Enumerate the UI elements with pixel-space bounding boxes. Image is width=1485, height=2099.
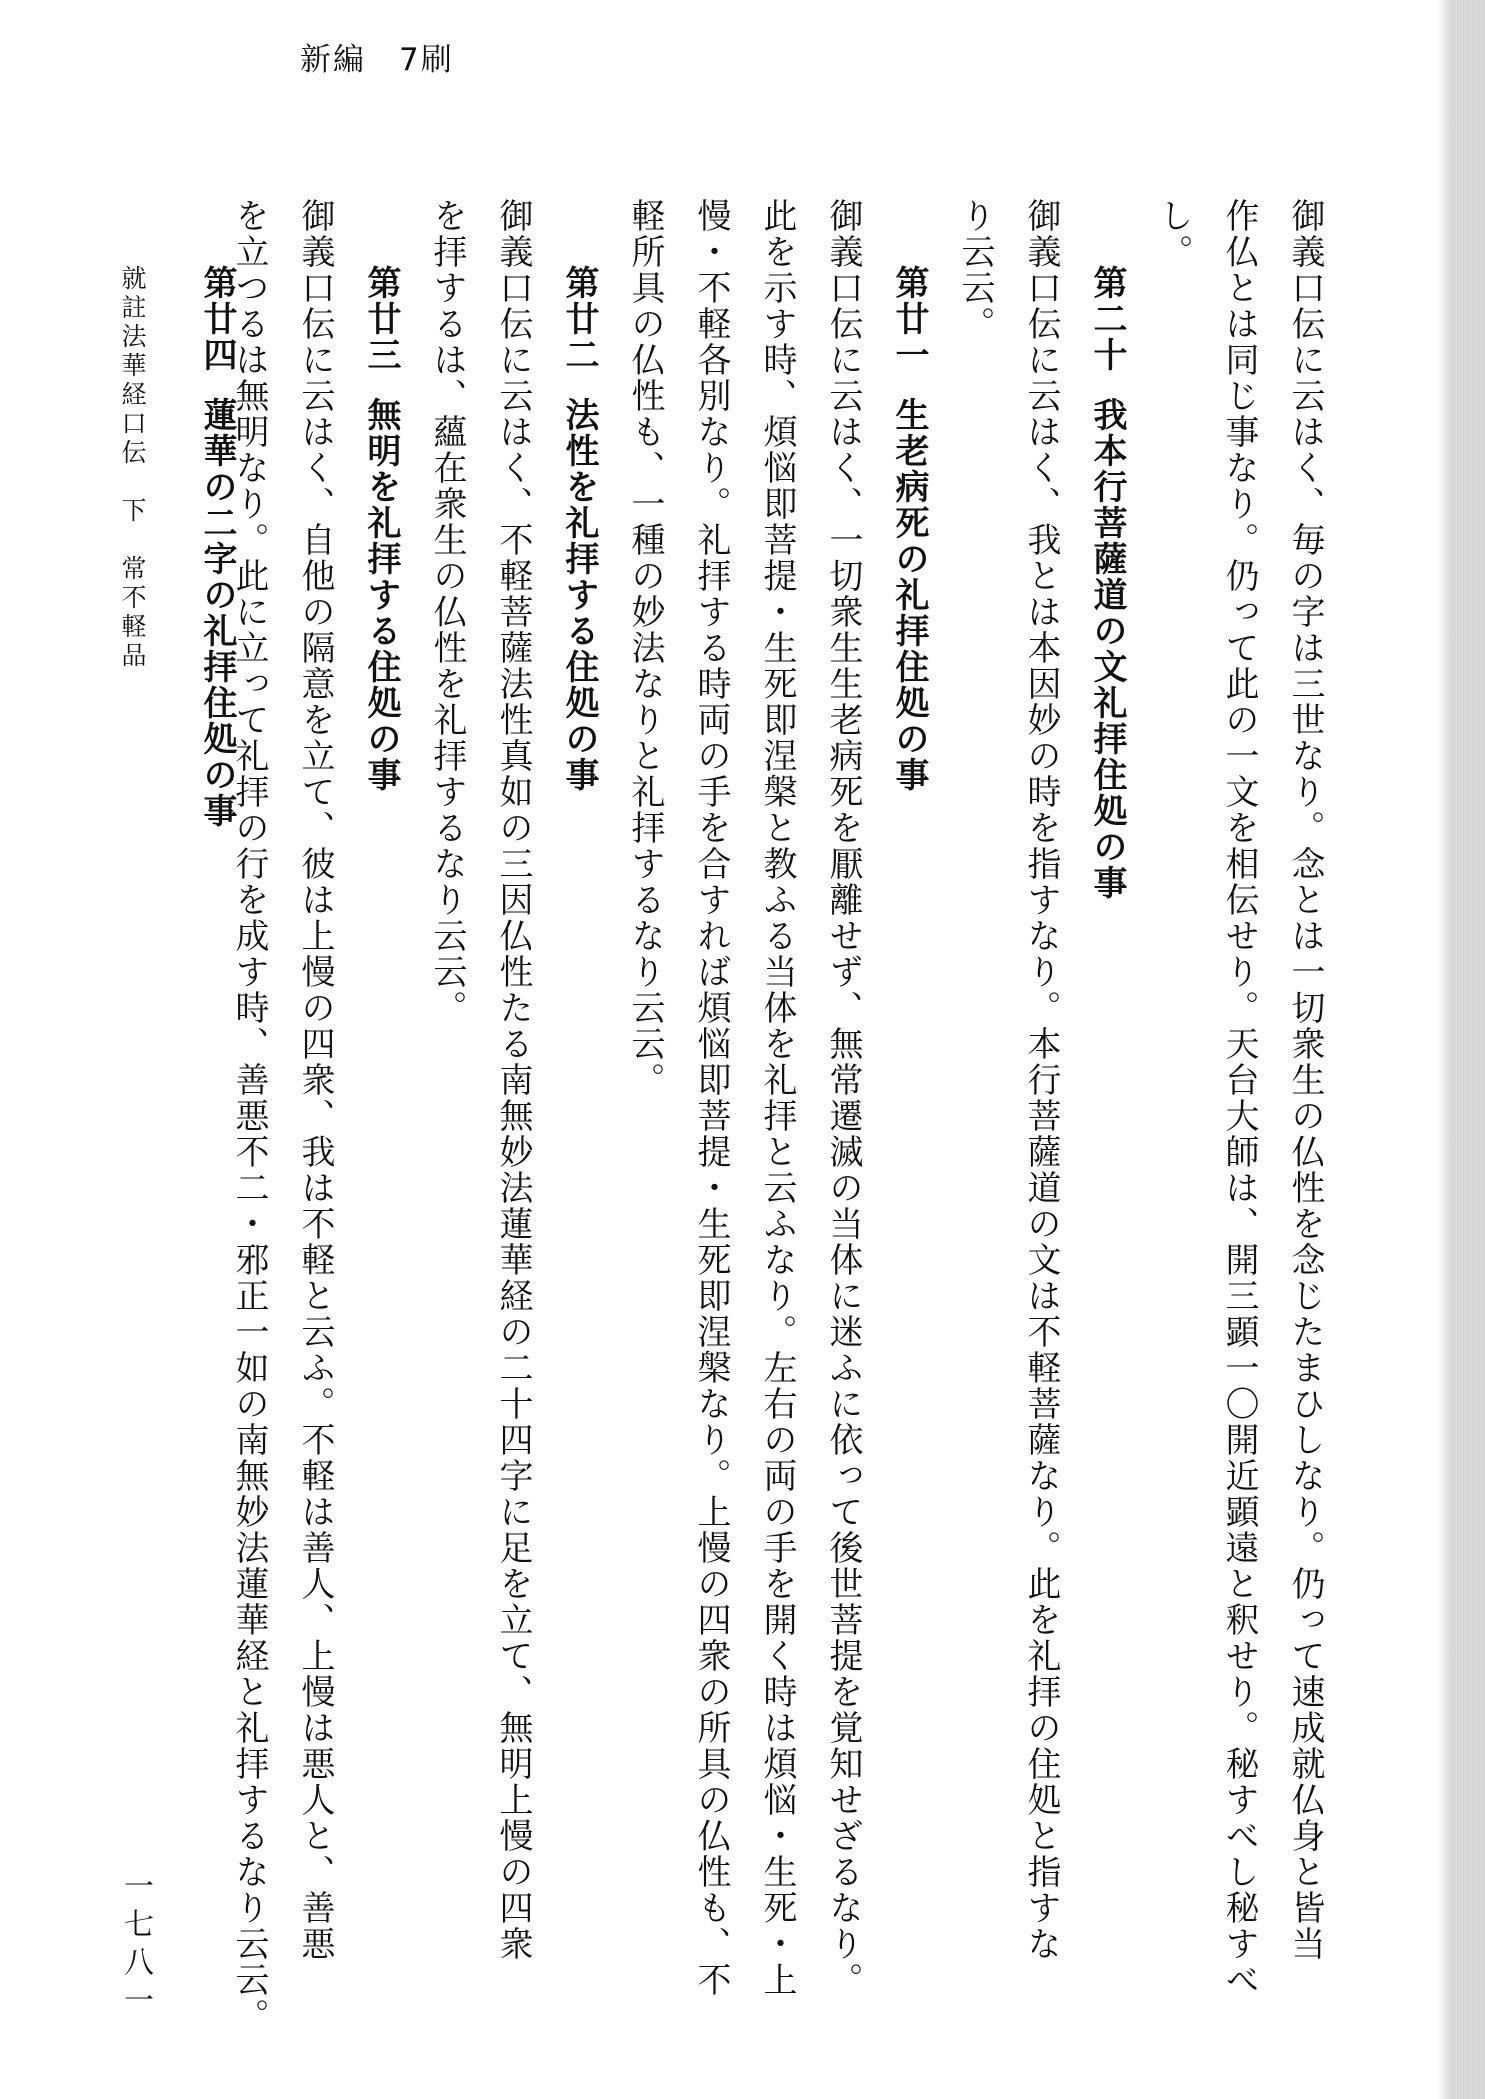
header-note: 新編 7刷: [300, 42, 454, 78]
text-line: 御義口伝に云はく、一切衆生生老病死を厭離せず、無常遷滅の当体に迷ふに依って後世菩提を覚知せざるなり。: [823, 198, 863, 1998]
page-edge: [1450, 0, 1485, 2099]
section-title: 我本行菩薩道の文礼拝住処の事: [1087, 397, 1127, 901]
section-title: 法性を礼拝する住処の事: [559, 397, 599, 793]
section-title: 生老病死の礼拝住処の事: [889, 397, 929, 793]
text-line: 御義口伝に云はく、自他の隔意を立て、彼は上慢の四衆、我は不軽と云ふ。不軽は善人、上慢は悪人と、善悪: [295, 198, 335, 1962]
section-heading: [361, 265, 401, 793]
section-number: 第廿四: [197, 265, 237, 373]
text-line: 御義口伝に云はく、不軽菩薩法性真如の三因仏性たる南無妙法蓮華経の二十四字に足を立て、無明上慢の四衆: [493, 198, 533, 1962]
section-heading: [889, 265, 929, 793]
text-line: り云云。: [955, 198, 995, 342]
section-title: 蓮華の二字の礼拝住処の事: [197, 397, 237, 829]
page-number: 一七八一: [118, 1870, 153, 2022]
section-number: 第廿三: [361, 265, 401, 373]
text-line: 御義口伝に云はく、毎の字は三世なり。念とは一切衆生の仏性を念じたまひしなり。仍って速成就仏身と皆当: [1285, 198, 1325, 1962]
section-number: 第廿二: [559, 265, 599, 373]
book-title: 就註法華経口伝 下 常不軽品: [118, 265, 147, 671]
section-number: 第二十: [1087, 265, 1127, 373]
page-edge-shadow: [1438, 0, 1450, 2099]
section-heading: [559, 265, 599, 793]
section-heading: [197, 265, 237, 829]
text-line: を拝するは、蘊在衆生の仏性を礼拝するなり云云。: [427, 198, 467, 1026]
text-line: 作仏とは同じ事なり。仍って此の一文を相伝せり。天台大師は、開三顕一〇開近顕遠と釈せり。秘すべし秘すべ: [1219, 198, 1259, 1998]
text-line: し。: [1153, 198, 1193, 270]
section-title: 無明を礼拝する住処の事: [361, 397, 401, 793]
section-number: 第廿一: [889, 265, 929, 373]
section-heading: [1087, 265, 1127, 901]
text-line: を立つるは無明なり。此に立って礼拝の行を成す時、善悪不二・邪正一如の南無妙法蓮華経と礼拝するなり云云。: [229, 198, 269, 2034]
text-line: 慢・不軽各別なり。礼拝する時両の手を合すれば煩悩即菩提・生死即涅槃なり。上慢の四衆の所具の仏性も、不: [691, 198, 731, 1998]
text-line: 軽所具の仏性も、一種の妙法なりと礼拝するなり云云。: [625, 198, 665, 1098]
text-line: 御義口伝に云はく、我とは本因妙の時を指すなり。本行菩薩道の文は不軽菩薩なり。此を礼拝の住処と指すな: [1021, 198, 1061, 1962]
text-line: 此を示す時、煩悩即菩提・生死即涅槃と教ふる当体を礼拝と云ふなり。左右の両の手を開く時は煩悩・生死・上: [757, 198, 797, 1998]
